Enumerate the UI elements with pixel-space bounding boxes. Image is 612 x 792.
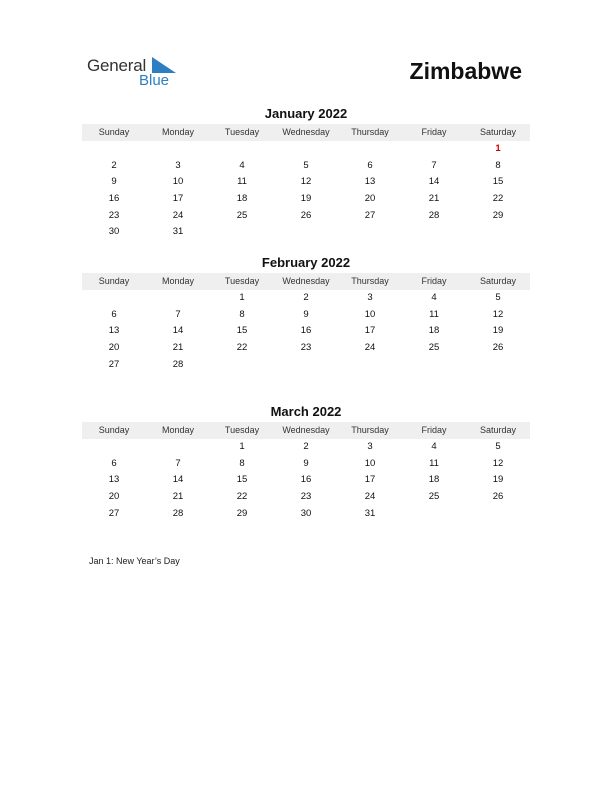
empty-day-cell bbox=[338, 224, 402, 241]
day-cell: 9 bbox=[111, 176, 117, 188]
day-cell: 2 bbox=[111, 159, 117, 171]
month-title: March 2022 bbox=[270, 404, 342, 419]
holiday-notes bbox=[89, 556, 180, 566]
day-cell: 25 bbox=[428, 491, 440, 503]
weekday-header-row bbox=[82, 273, 530, 290]
empty-day-cell bbox=[338, 141, 402, 158]
weekday-header-row bbox=[82, 124, 530, 141]
day-cell: 8 bbox=[239, 457, 245, 469]
logo-text-general: General bbox=[87, 56, 147, 75]
day-cell: 14 bbox=[428, 176, 440, 188]
week-row bbox=[82, 340, 530, 357]
day-cell: 27 bbox=[364, 209, 376, 221]
day-cell: 22 bbox=[492, 193, 504, 205]
day-cell: 26 bbox=[492, 342, 504, 354]
empty-day-cell bbox=[210, 224, 274, 241]
weekday-label: Saturday bbox=[479, 276, 517, 286]
empty-day-cell bbox=[210, 141, 274, 158]
holiday-note: Jan 1: New Year’s Day bbox=[89, 556, 180, 566]
day-cell: 15 bbox=[492, 176, 504, 188]
day-cell: 11 bbox=[237, 176, 247, 188]
month-title: February 2022 bbox=[261, 255, 351, 270]
week-row bbox=[82, 472, 530, 489]
week-row bbox=[82, 208, 530, 225]
week-row bbox=[82, 224, 530, 241]
weekday-label: Friday bbox=[421, 425, 447, 435]
empty-day-cell bbox=[338, 357, 402, 374]
weekday-label: Thursday bbox=[351, 127, 389, 137]
week-row bbox=[82, 141, 530, 158]
day-cell: 5 bbox=[495, 441, 501, 452]
week-row bbox=[82, 191, 530, 208]
day-cell: 17 bbox=[364, 325, 376, 337]
weekday-label: Friday bbox=[421, 127, 447, 137]
empty-day-cell bbox=[82, 290, 146, 307]
day-cell: 26 bbox=[492, 491, 504, 503]
day-cell: 5 bbox=[495, 292, 501, 303]
day-cell: 28 bbox=[172, 358, 184, 370]
day-cell: 29 bbox=[492, 209, 504, 221]
day-cell: 12 bbox=[492, 457, 504, 469]
month-january bbox=[82, 106, 530, 241]
month-february bbox=[82, 255, 530, 373]
day-cell: 10 bbox=[172, 176, 184, 188]
empty-day-cell bbox=[402, 357, 466, 374]
weekday-label: Tuesday bbox=[224, 127, 260, 137]
empty-day-cell bbox=[146, 439, 210, 456]
day-cell: 19 bbox=[492, 325, 504, 337]
day-cell: 1 bbox=[239, 441, 245, 452]
weekday-label: Sunday bbox=[98, 127, 130, 137]
day-cell: 27 bbox=[108, 358, 120, 370]
day-cell: 23 bbox=[300, 342, 312, 354]
weekday-label: Sunday bbox=[98, 425, 130, 435]
week-row bbox=[82, 158, 530, 175]
day-cell: 25 bbox=[236, 209, 248, 221]
day-cell: 22 bbox=[236, 491, 248, 503]
day-cell: 22 bbox=[236, 342, 248, 354]
day-cell: 14 bbox=[172, 474, 184, 486]
empty-day-cell bbox=[146, 141, 210, 158]
day-cell: 17 bbox=[172, 193, 184, 205]
weekday-label: Wednesday bbox=[282, 127, 330, 137]
day-cell: 20 bbox=[108, 491, 120, 503]
empty-day-cell bbox=[82, 141, 146, 158]
day-cell: 3 bbox=[175, 159, 181, 171]
weekday-label: Wednesday bbox=[282, 425, 330, 435]
day-cell: 31 bbox=[364, 507, 376, 519]
day-cell: 24 bbox=[172, 209, 184, 221]
empty-day-cell bbox=[402, 224, 466, 241]
brand-logo bbox=[87, 56, 197, 96]
day-cell: 8 bbox=[239, 308, 245, 320]
day-cell: 24 bbox=[364, 491, 376, 503]
empty-day-cell bbox=[146, 290, 210, 307]
day-cell: 27 bbox=[108, 507, 120, 519]
day-cell: 16 bbox=[108, 193, 120, 205]
day-cell: 9 bbox=[303, 457, 309, 469]
day-cell: 10 bbox=[364, 308, 376, 320]
month-march bbox=[82, 404, 530, 522]
empty-day-cell bbox=[466, 357, 530, 374]
day-cell: 4 bbox=[431, 441, 437, 452]
day-cell: 18 bbox=[428, 474, 440, 486]
weekday-label: Friday bbox=[421, 276, 447, 286]
day-cell: 23 bbox=[300, 491, 312, 503]
day-cell: 29 bbox=[236, 507, 248, 519]
week-row bbox=[82, 357, 530, 374]
week-row bbox=[82, 174, 530, 191]
day-cell: 19 bbox=[300, 193, 312, 205]
day-cell: 12 bbox=[300, 176, 312, 188]
day-cell: 2 bbox=[303, 292, 309, 303]
day-cell: 6 bbox=[111, 308, 117, 320]
day-cell: 12 bbox=[492, 308, 504, 320]
day-cell: 1 bbox=[239, 292, 245, 303]
weekday-label: Monday bbox=[161, 276, 195, 286]
empty-day-cell bbox=[210, 357, 274, 374]
weekday-label: Tuesday bbox=[224, 276, 260, 286]
day-cell: 20 bbox=[364, 193, 376, 205]
empty-day-cell bbox=[466, 506, 530, 523]
empty-day-cell bbox=[274, 357, 338, 374]
day-cell: 19 bbox=[492, 474, 504, 486]
empty-day-cell bbox=[274, 224, 338, 241]
day-cell: 10 bbox=[364, 457, 376, 469]
day-cell: 31 bbox=[172, 226, 184, 238]
day-cell: 15 bbox=[236, 474, 248, 486]
weekday-label: Sunday bbox=[98, 276, 130, 286]
day-cell: 14 bbox=[172, 325, 184, 337]
day-cell: 16 bbox=[300, 325, 312, 337]
day-cell: 9 bbox=[303, 308, 309, 320]
weekday-label: Tuesday bbox=[224, 425, 260, 435]
day-cell: 18 bbox=[236, 193, 248, 205]
weekday-label: Thursday bbox=[351, 276, 389, 286]
day-cell: 7 bbox=[175, 457, 181, 469]
day-cell: 21 bbox=[172, 491, 184, 503]
empty-day-cell bbox=[402, 141, 466, 158]
day-cell: 4 bbox=[239, 159, 245, 171]
day-cell: 30 bbox=[300, 507, 312, 519]
day-cell: 28 bbox=[172, 507, 184, 519]
weekday-label: Monday bbox=[161, 127, 195, 137]
empty-day-cell bbox=[466, 224, 530, 241]
day-cell: 7 bbox=[175, 308, 181, 320]
day-cell: 3 bbox=[367, 292, 373, 303]
week-row bbox=[82, 323, 530, 340]
day-cell: 6 bbox=[367, 159, 373, 171]
day-cell: 13 bbox=[108, 474, 120, 486]
weekday-label: Monday bbox=[161, 425, 195, 435]
day-cell: 6 bbox=[111, 457, 117, 469]
weekday-label: Thursday bbox=[351, 425, 389, 435]
day-cell: 11 bbox=[429, 308, 439, 320]
day-cell: 25 bbox=[428, 342, 440, 354]
day-cell: 15 bbox=[236, 325, 248, 337]
week-row bbox=[82, 489, 530, 506]
day-cell: 2 bbox=[303, 441, 309, 452]
weekday-header-row bbox=[82, 422, 530, 439]
day-cell: 7 bbox=[431, 159, 437, 171]
day-cell: 23 bbox=[108, 209, 120, 221]
logo-text-blue: Blue bbox=[139, 72, 170, 89]
week-row bbox=[82, 456, 530, 473]
week-row bbox=[82, 439, 530, 456]
day-cell: 30 bbox=[108, 226, 120, 238]
day-cell: 16 bbox=[300, 474, 312, 486]
week-row bbox=[82, 307, 530, 324]
weekday-label: Saturday bbox=[479, 127, 517, 137]
weekday-label: Wednesday bbox=[282, 276, 330, 286]
day-cell: 20 bbox=[108, 342, 120, 354]
day-cell: 17 bbox=[364, 474, 376, 486]
month-title: January 2022 bbox=[264, 106, 348, 121]
empty-day-cell bbox=[274, 141, 338, 158]
day-cell: 28 bbox=[428, 209, 440, 221]
day-cell: 21 bbox=[172, 342, 184, 354]
day-cell: 21 bbox=[428, 193, 440, 205]
day-cell: 8 bbox=[495, 159, 501, 171]
weekday-label: Saturday bbox=[479, 425, 517, 435]
day-cell: 18 bbox=[428, 325, 440, 337]
holiday-day-cell: 1 bbox=[495, 143, 501, 154]
week-row bbox=[82, 290, 530, 307]
day-cell: 11 bbox=[429, 457, 439, 469]
day-cell: 4 bbox=[431, 292, 437, 303]
logo-triangle-icon bbox=[152, 57, 176, 73]
empty-day-cell bbox=[402, 506, 466, 523]
country-title: Zimbabwe bbox=[409, 58, 522, 84]
day-cell: 24 bbox=[364, 342, 376, 354]
day-cell: 3 bbox=[367, 441, 373, 452]
week-row bbox=[82, 506, 530, 523]
day-cell: 13 bbox=[364, 176, 376, 188]
day-cell: 5 bbox=[303, 159, 309, 171]
empty-day-cell bbox=[82, 439, 146, 456]
day-cell: 13 bbox=[108, 325, 120, 337]
day-cell: 26 bbox=[300, 209, 312, 221]
